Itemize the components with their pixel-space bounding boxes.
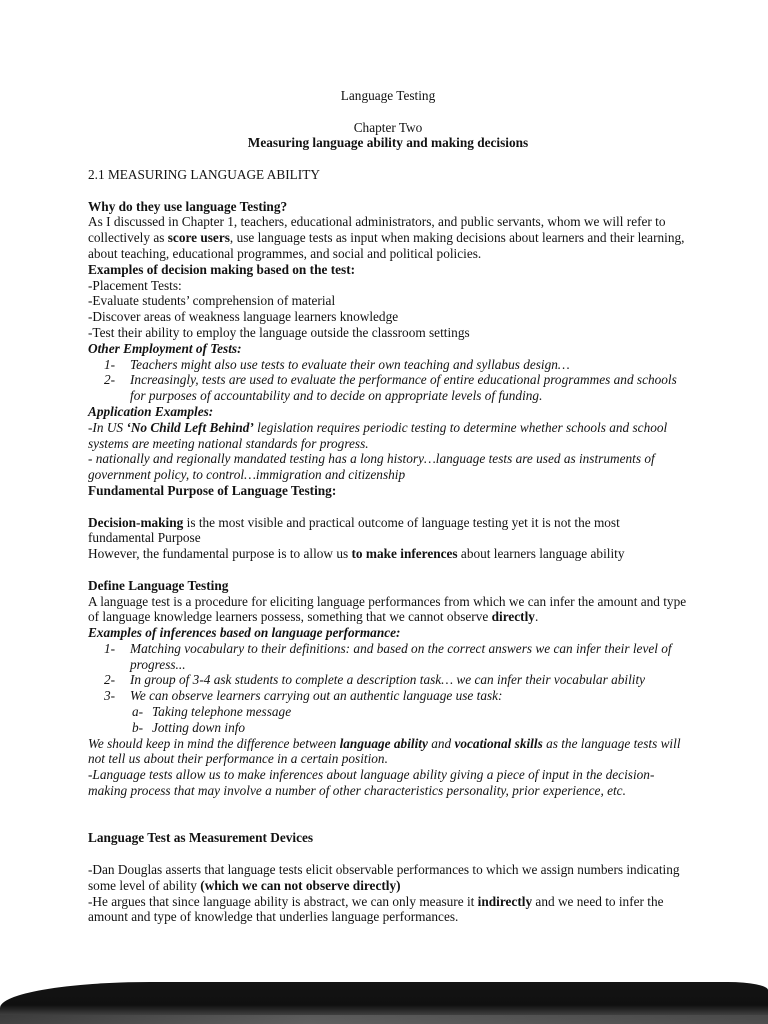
paragraph bbox=[88, 672, 688, 688]
paragraph bbox=[88, 341, 688, 357]
list-marker: 3- bbox=[104, 688, 116, 704]
blank-line bbox=[88, 815, 688, 831]
text-run: legislation requires periodic testing to determine whether schools and school systems are meeting national standards for progress. bbox=[88, 419, 668, 451]
text-run: Decision-making bbox=[88, 514, 184, 530]
text-run: Language Test as Measurement Devices bbox=[88, 830, 314, 846]
text-run: -Discover areas of weakness language learners knowledge bbox=[88, 309, 399, 325]
text-run: -He argues that since language ability is abstract, we can only measure it bbox=[88, 893, 478, 909]
list-marker: 1- bbox=[104, 640, 116, 656]
text-run: (which we can not observe directly) bbox=[200, 877, 401, 893]
text-run: Fundamental Purpose of Language Testing: bbox=[88, 482, 337, 498]
list-marker: a- bbox=[132, 704, 144, 720]
text-run: indirectly bbox=[477, 893, 533, 909]
text-run: is the most visible and practical outcome of language testing yet it is not the most fundamental Purpose bbox=[88, 514, 620, 546]
paragraph bbox=[88, 293, 688, 309]
text-run: Language Testing bbox=[340, 88, 436, 103]
text-run: Jotting down info bbox=[152, 719, 246, 735]
paragraph bbox=[88, 704, 688, 720]
blank-line bbox=[88, 799, 688, 815]
text-run: and we need to infer the amount and type of knowledge that underlies language performances. bbox=[88, 893, 664, 925]
paragraph bbox=[88, 767, 688, 799]
blank-line bbox=[88, 183, 688, 199]
text-run: -Evaluate students’ comprehension of material bbox=[88, 293, 336, 309]
text-run: Chapter Two bbox=[353, 119, 423, 135]
paragraph bbox=[88, 515, 688, 547]
blank-line bbox=[88, 562, 688, 578]
text-run: As I discussed in Chapter 1, teachers, educational administrators, and public servants, whom we will refer to collectively as bbox=[88, 214, 666, 246]
paragraph bbox=[88, 88, 688, 104]
text-run: -Language tests allow us to make inferences about language ability giving a piece of input in the decision-making process that may involve a number of other characteristics personality, prior experience, etc. bbox=[88, 767, 655, 799]
text-run: Why do they use language Testing? bbox=[88, 198, 288, 214]
paragraph bbox=[88, 830, 688, 846]
text-run: Increasingly, tests are used to evaluate the performance of entire educational programmes and schools for purposes of accountability and to decide on appropriate levels of funding. bbox=[130, 372, 677, 404]
text-run: language ability bbox=[339, 735, 428, 751]
paragraph bbox=[88, 120, 688, 136]
paragraph bbox=[88, 483, 688, 499]
paragraph bbox=[88, 372, 688, 404]
paragraph bbox=[88, 199, 688, 215]
blank-line bbox=[88, 104, 688, 120]
blank-line bbox=[88, 499, 688, 515]
paragraph bbox=[88, 262, 688, 278]
text-run: -Test their ability to employ the language outside the classroom settings bbox=[88, 324, 470, 340]
paragraph bbox=[88, 357, 688, 373]
paragraph bbox=[88, 594, 688, 626]
paragraph bbox=[88, 578, 688, 594]
text-run: A language test is a procedure for eliciting language performances from which we can infer the amount and type of language knowledge learners possess, something that we cannot observe bbox=[88, 593, 687, 625]
paragraph bbox=[88, 135, 688, 151]
text-run: Examples of inferences based on language performance: bbox=[88, 625, 401, 641]
text-run: and bbox=[427, 735, 455, 751]
page-bottom-shadow bbox=[0, 982, 768, 1024]
text-run: to make inferences bbox=[351, 546, 458, 562]
paragraph bbox=[88, 325, 688, 341]
paragraph bbox=[88, 894, 688, 926]
paragraph bbox=[88, 404, 688, 420]
text-run: We should keep in mind the difference between bbox=[88, 735, 340, 751]
paragraph bbox=[88, 641, 688, 673]
text-run: about learners language ability bbox=[457, 546, 625, 562]
paragraph bbox=[88, 451, 688, 483]
text-run: Define Language Testing bbox=[88, 577, 229, 593]
paragraph bbox=[88, 625, 688, 641]
paragraph bbox=[88, 688, 688, 704]
text-run: Taking telephone message bbox=[152, 704, 292, 720]
list-marker: b- bbox=[132, 719, 144, 735]
paragraph bbox=[88, 214, 688, 261]
blank-line bbox=[88, 846, 688, 862]
text-run: -Placement Tests: bbox=[88, 277, 182, 293]
text-run: - nationally and regionally mandated testing has a long history…language tests are used as instruments of government policy, to control…immigration and citizenship bbox=[88, 451, 655, 483]
text-run: ‘No Child Left Behind’ bbox=[126, 419, 254, 435]
list-marker: 2- bbox=[104, 372, 116, 388]
text-run: Examples of decision making based on the test: bbox=[88, 261, 356, 277]
text-run: . bbox=[534, 609, 539, 625]
text-run: Other Employment of Tests: bbox=[88, 340, 242, 356]
paragraph bbox=[88, 736, 688, 768]
text-run: as the language tests will not tell us about their performance in a certain position. bbox=[88, 735, 681, 767]
document-body bbox=[88, 88, 688, 925]
text-run: We can observe learners carrying out an authentic language use task: bbox=[130, 688, 503, 704]
paragraph bbox=[88, 546, 688, 562]
paragraph bbox=[88, 720, 688, 736]
text-run: 2.1 MEASURING LANGUAGE ABILITY bbox=[88, 166, 320, 182]
blank-line bbox=[88, 151, 688, 167]
paragraph bbox=[88, 862, 688, 894]
text-run: Measuring language ability and making decisions bbox=[247, 135, 529, 151]
text-run: Matching vocabulary to their definitions: and based on the correct answers we can infer their level of progress... bbox=[130, 640, 672, 672]
text-run: -In US bbox=[88, 419, 127, 435]
paragraph bbox=[88, 309, 688, 325]
text-run: vocational skills bbox=[454, 735, 543, 751]
text-run: score users bbox=[167, 230, 230, 246]
paragraph bbox=[88, 167, 688, 183]
text-run: directly bbox=[491, 609, 535, 625]
paragraph bbox=[88, 420, 688, 452]
text-run: , use language tests as input when making decisions about learners and their learning, about teaching, educational programmes, and social and political policies. bbox=[88, 230, 685, 261]
paragraph bbox=[88, 278, 688, 294]
text-run: Application Examples: bbox=[88, 403, 214, 419]
text-run: -Dan Douglas asserts that language tests elicit observable performances to which we assign numbers indicating some level of ability bbox=[88, 862, 680, 893]
text-run: In group of 3-4 ask students to complete a description task… we can infer their vocabular ability bbox=[130, 672, 646, 688]
list-marker: 2- bbox=[104, 672, 116, 688]
text-run: However, the fundamental purpose is to allow us bbox=[88, 546, 352, 562]
text-run: Teachers might also use tests to evaluate their own teaching and syllabus design… bbox=[130, 356, 570, 372]
list-marker: 1- bbox=[104, 356, 116, 372]
